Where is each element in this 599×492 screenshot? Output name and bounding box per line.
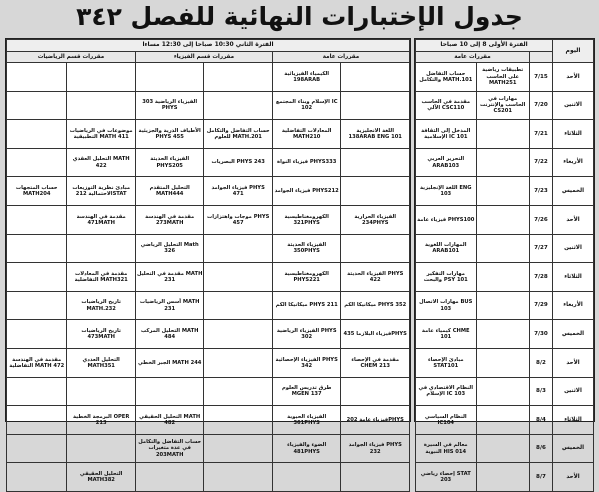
course-cell (204, 348, 273, 377)
schedule-row (7, 263, 410, 292)
day-cell (553, 434, 594, 463)
first-period-table (415, 39, 594, 492)
course-cell (341, 205, 410, 234)
course-text: مقدمة في التحليل MATH 231 (136, 270, 203, 283)
date-cell (529, 263, 552, 292)
course-cell (416, 377, 477, 406)
exam-date: 7/28 (534, 273, 548, 280)
schedule-row (7, 406, 410, 435)
course-text: فيزياء عامة 202PHYS (346, 416, 404, 423)
day-cell (553, 63, 594, 92)
course-text: فيزياء الجوامد PHYS 471 (211, 184, 265, 198)
course-text: إحصاء رياضي STAT 203 (420, 470, 471, 484)
course-cell (476, 263, 529, 292)
date-cell (529, 291, 552, 320)
course-text: فيزياء الجوامد PHYS212 (274, 188, 339, 195)
schedule-row (7, 291, 410, 320)
course-text: اللغة الإنجليزية ENG 103 (419, 184, 472, 198)
course-text: اللغة الانجليزية 138ARAB ENG 101 (348, 127, 402, 140)
course-cell (135, 234, 204, 263)
schedule-row (7, 320, 410, 349)
date-cell (529, 320, 552, 349)
course-cell (7, 377, 67, 406)
course-text: ميكانيكا الكم PHYS 211 (275, 302, 338, 309)
course-text: البرمجة الخطية OPER 213 (73, 413, 130, 426)
course-text: المدخل إلى الثقافة الإسلامية IC 101 (421, 127, 471, 140)
course-text: مهارات الاتصال BUS 103 (419, 299, 473, 312)
course-text: الإسلام وبناء المجتمع IC 102 (275, 99, 338, 112)
course-cell (476, 406, 529, 435)
course-text: النظام السياسي IC104 (424, 413, 467, 426)
date-cell (529, 234, 552, 263)
course-text: المعادلات التفاضلية MATH210 (281, 127, 332, 140)
course-cell (416, 463, 477, 492)
course-cell (135, 63, 204, 92)
day-cell (553, 348, 594, 377)
exam-date: 8/4 (536, 416, 546, 423)
schedule-row (7, 348, 410, 377)
course-cell (7, 320, 67, 349)
day-cell (553, 234, 594, 263)
schedule-row (416, 177, 594, 206)
course-cell (272, 120, 341, 149)
exam-day: الأحد (566, 73, 580, 80)
course-text: مقدمة في الإحصاء CHEM 213 (351, 356, 400, 369)
schedule-row (7, 434, 410, 463)
course-cell (67, 463, 136, 492)
date-cell (529, 63, 552, 92)
course-cell (341, 377, 410, 406)
course-cell (341, 63, 410, 92)
course-text: فيزياء الجوامد PHYS 232 (348, 442, 402, 455)
course-cell (67, 291, 136, 320)
course-cell (416, 205, 477, 234)
schedule-row (7, 91, 410, 120)
course-cell (416, 434, 477, 463)
exam-day: الثلاثاء (564, 416, 582, 423)
exam-date: 7/15 (534, 73, 548, 80)
course-text: الفيزياء الحديثة PHYS205 (150, 156, 190, 169)
exam-day: الخميس (562, 331, 585, 338)
course-text: البصريات PHYS 243 (211, 159, 265, 166)
course-text: الأطياف الذرية والجزيئية PHYS 455 (138, 127, 201, 140)
course-cell (272, 205, 341, 234)
course-text: الفيزياء الإحصائية PHYS 342 (275, 356, 338, 369)
course-cell (341, 434, 410, 463)
course-cell (135, 205, 204, 234)
schedule-row (416, 205, 594, 234)
course-text: الفيزياء الحديثة PHYS 422 (347, 270, 404, 283)
course-text: موجات واهتزازات PHYS 457 (207, 213, 270, 226)
course-cell (272, 463, 341, 492)
course-cell (7, 63, 67, 92)
course-cell (7, 291, 67, 320)
course-cell (7, 120, 67, 149)
course-text: الفيزياء الحيوية 361PHYS (287, 413, 327, 426)
course-cell (204, 263, 273, 292)
schedule-row (416, 463, 594, 492)
course-text: فيزياء النواة PHYS333 (277, 159, 337, 166)
schedule-row (416, 434, 594, 463)
course-cell (416, 148, 477, 177)
exam-date: 8/6 (536, 445, 546, 452)
physics-dept-header: مقررات قسم الفيزياء (135, 52, 272, 63)
schedule-row (7, 377, 410, 406)
course-cell (135, 177, 204, 206)
course-cell (135, 377, 204, 406)
exam-day: الأربعاء (563, 159, 583, 166)
course-cell (272, 320, 341, 349)
course-text: حساب المتجهات MATH204 (15, 184, 58, 198)
course-cell (341, 177, 410, 206)
exam-date: 7/30 (534, 331, 548, 338)
course-cell (476, 463, 529, 492)
exam-date: 7/21 (534, 130, 548, 137)
second-period-panel (5, 38, 411, 484)
course-text: الكهرومغناطيسية PHYS221 (284, 270, 329, 283)
schedule-row (7, 234, 410, 263)
course-text: حساب التفاضل والتكامل MATH.101 (419, 70, 473, 83)
course-cell (67, 263, 136, 292)
exam-date: 7/26 (534, 216, 548, 223)
course-cell (204, 63, 273, 92)
schedule-row (416, 148, 594, 177)
course-cell (272, 63, 341, 92)
course-cell (67, 377, 136, 406)
second-period-header: الفترة الثاني 10:30 صباحا إلى 12:30 مساءا (7, 40, 410, 52)
day-cell (553, 377, 594, 406)
course-cell (416, 348, 477, 377)
course-text: مقدمة في الحاسب الآلي CSC110 (421, 99, 471, 112)
exam-date: 8/7 (536, 474, 546, 480)
schedule-row (416, 320, 594, 349)
course-text: المهارات اللغوية ARAB101 (425, 242, 467, 255)
course-cell (476, 177, 529, 206)
course-cell (135, 406, 204, 435)
date-cell (529, 205, 552, 234)
course-cell (7, 177, 67, 206)
course-text: الكهرومغناطيسية 321PHYS (284, 213, 329, 226)
schedule-row (416, 406, 594, 435)
course-text: الضوء والفيزياء 481PHYS (287, 442, 327, 455)
course-cell (341, 291, 410, 320)
date-cell (529, 177, 552, 206)
course-cell (272, 177, 341, 206)
course-cell (204, 377, 273, 406)
schedule-row (7, 120, 410, 149)
course-cell (7, 406, 67, 435)
course-cell (135, 320, 204, 349)
course-text: مهارات التفكير والبحث PSY 101 (423, 270, 468, 283)
course-cell (7, 463, 67, 492)
course-cell (341, 463, 410, 492)
course-cell (272, 434, 341, 463)
course-cell (67, 348, 136, 377)
course-cell (476, 148, 529, 177)
course-text: التحليل العقدي MATH 422 (72, 156, 130, 169)
course-text: النظام الاقتصادي في الإسلام IC 103 (418, 385, 474, 398)
course-cell (67, 120, 136, 149)
exam-date: 7/23 (534, 188, 548, 195)
course-cell (204, 234, 273, 263)
schedule-row (416, 63, 594, 92)
course-text: مقدمة في الهندسة التفاضلية MATH 472 (9, 356, 65, 369)
day-cell (553, 463, 594, 492)
course-cell (476, 91, 529, 120)
schedule-row (7, 463, 410, 492)
general-courses-header: مقررات عامة (272, 52, 409, 63)
exam-date: 8/2 (536, 359, 546, 366)
course-text: فيزياء البلازما 435PHYS (343, 331, 407, 338)
course-cell (416, 234, 477, 263)
course-cell (476, 348, 529, 377)
first-period-body (416, 63, 594, 492)
course-text: حساب التفاضل والتكامل في عدة متغيرات 203MATH (138, 439, 202, 458)
course-text: الجبر الخطي MATH 244 (137, 359, 202, 366)
course-cell (135, 91, 204, 120)
course-cell (7, 91, 67, 120)
course-text: التحرير العربي ARAB103 (427, 156, 465, 169)
course-text: كيمياء عامة CHME 101 (421, 327, 470, 341)
exam-date: 7/20 (534, 102, 548, 109)
course-cell (204, 120, 273, 149)
schedule-row (416, 377, 594, 406)
exam-day: الأحد (566, 474, 580, 480)
page-title: جدول الإختبارات النهائية للفصل ٣٤٢ (76, 2, 523, 31)
course-cell (341, 148, 410, 177)
course-cell (341, 234, 410, 263)
day-cell (553, 263, 594, 292)
exam-day: الخميس (562, 188, 585, 195)
course-cell (67, 320, 136, 349)
date-header (529, 52, 552, 63)
course-text: موضوعات في الرياضيات التطبيقية MATH 411 (69, 127, 133, 140)
day-cell (553, 406, 594, 435)
exam-day: الاثنين (564, 388, 582, 395)
first-period-header: الفترة الأولى 8 إلى 10 صباحا (416, 40, 553, 52)
date-cell (529, 434, 552, 463)
course-cell (135, 348, 204, 377)
course-cell (7, 148, 67, 177)
course-cell (204, 463, 273, 492)
exam-day: الاثنين (564, 102, 582, 109)
schedule-row (416, 91, 594, 120)
course-cell (341, 120, 410, 149)
schedule-row (7, 177, 410, 206)
course-cell (272, 406, 341, 435)
course-cell (416, 177, 477, 206)
course-cell (476, 320, 529, 349)
exam-date: 7/29 (534, 302, 548, 309)
course-text: مبادئ الإحصاء STAT101 (427, 356, 464, 369)
schedule-row (7, 148, 410, 177)
course-text: الفيزياء الرياضية 303 PHYS (142, 99, 198, 112)
course-cell (67, 234, 136, 263)
course-cell (135, 263, 204, 292)
course-text: مقدمة في الهندسة 471MATH (76, 213, 126, 226)
date-cell (529, 463, 552, 492)
course-cell (67, 177, 136, 206)
date-cell (529, 148, 552, 177)
course-cell (416, 91, 477, 120)
course-cell (416, 320, 477, 349)
course-text: التحليل المركب MATH 484 (140, 327, 199, 341)
date-cell (529, 91, 552, 120)
day-cell (553, 120, 594, 149)
course-text: التحليل الحقيقي MATH 482 (139, 413, 201, 426)
course-cell (67, 63, 136, 92)
course-cell (135, 120, 204, 149)
course-cell (416, 291, 477, 320)
course-cell (204, 148, 273, 177)
course-cell (204, 205, 273, 234)
course-cell (7, 205, 67, 234)
course-cell (7, 263, 67, 292)
course-cell (204, 434, 273, 463)
exam-day: الاثنين (564, 245, 582, 252)
course-text: تاريخ الرياضيات 473MATH (81, 327, 121, 341)
course-cell (341, 348, 410, 377)
course-cell (135, 434, 204, 463)
course-cell (341, 263, 410, 292)
course-cell (476, 377, 529, 406)
course-cell (67, 91, 136, 120)
day-cell (553, 291, 594, 320)
course-text: فيزياء عامة PHYS100 (417, 216, 475, 223)
course-text: الفيزياء الحديثة 350PHYS (287, 242, 327, 255)
schedule-row (7, 205, 410, 234)
course-cell (67, 205, 136, 234)
course-cell (204, 177, 273, 206)
course-cell (204, 291, 273, 320)
exam-date: 7/27 (534, 245, 548, 252)
course-cell (272, 91, 341, 120)
general-courses-header-right: مقررات عامة (416, 52, 530, 63)
course-cell (341, 91, 410, 120)
exam-day: الخميس (562, 445, 585, 452)
course-text: تطبيقات رياضية على الحاسب MATH251 (482, 67, 524, 86)
course-text: التحليل الرياضي Math 326 (140, 242, 199, 255)
course-cell (204, 320, 273, 349)
course-cell (272, 348, 341, 377)
day-cell (553, 205, 594, 234)
course-text: طرق تدريس العلوم MGEN 137 (281, 385, 332, 398)
course-cell (416, 120, 477, 149)
exam-day: الثلاثاء (564, 273, 582, 280)
schedule-row (7, 63, 410, 92)
course-text: الفيزياء الرياضية PHYS 302 (276, 327, 337, 341)
course-cell (476, 434, 529, 463)
course-text: الكيمياء الفيزيائية 198ARAB (284, 70, 330, 83)
exam-day: الأربعاء (563, 302, 583, 309)
course-cell (272, 377, 341, 406)
course-cell (204, 91, 273, 120)
course-text: حساب التفاضل والتكامل للعلوم MATH.201 (206, 127, 270, 140)
course-text: أسس الرياضيات MATH 231 (139, 299, 200, 312)
course-cell (135, 291, 204, 320)
schedule-row (416, 120, 594, 149)
course-cell (416, 263, 477, 292)
exam-day: الثلاثاء (564, 130, 582, 137)
schedule-row (416, 291, 594, 320)
first-period-panel (414, 38, 595, 484)
course-cell (67, 148, 136, 177)
course-cell (476, 63, 529, 92)
schedule-row (416, 348, 594, 377)
course-cell (476, 234, 529, 263)
course-text: التحليل العددي MATH351 (82, 356, 120, 369)
course-text: التحليل الحقيقي MATH382 (79, 470, 123, 484)
course-cell (135, 463, 204, 492)
course-text: معالم في السيرة النبوية HIS 014 (423, 442, 468, 455)
course-cell (67, 406, 136, 435)
date-cell (529, 377, 552, 406)
course-text: مبادئ نظرية التوزيعات الاحتمالية 212STAT (72, 184, 131, 198)
course-cell (7, 348, 67, 377)
schedule-row (416, 234, 594, 263)
second-period-body (7, 63, 410, 492)
course-cell (272, 148, 341, 177)
math-dept-header: مقررات قسم الرياضيات (7, 52, 136, 63)
exam-day: الأحد (566, 216, 580, 223)
day-cell (553, 320, 594, 349)
date-cell (529, 406, 552, 435)
course-cell (272, 291, 341, 320)
date-cell (529, 120, 552, 149)
exam-date: 7/22 (534, 159, 548, 166)
course-text: الفيزياء الحرارية 234PHYS (354, 213, 397, 226)
day-cell (553, 148, 594, 177)
course-text: ميكانيكا الكم PHYS 352 (344, 302, 407, 309)
course-cell (7, 434, 67, 463)
course-cell (204, 406, 273, 435)
day-cell (553, 91, 594, 120)
second-period-table (6, 39, 410, 492)
course-cell (67, 434, 136, 463)
course-cell (416, 63, 477, 92)
course-cell (476, 291, 529, 320)
course-cell (272, 263, 341, 292)
day-cell (553, 177, 594, 206)
course-text: مهارات في الحاسب والإنترنت CS201 (480, 96, 526, 115)
course-cell (476, 120, 529, 149)
schedule-row (416, 263, 594, 292)
course-cell (272, 234, 341, 263)
course-text: مقدمة في المعادلات التفاضلية MATH321 (74, 270, 128, 283)
course-text: مقدمة في الهندسة 273MATH (145, 213, 195, 226)
course-cell (341, 406, 410, 435)
day-header: اليوم (553, 40, 594, 63)
course-cell (416, 406, 477, 435)
course-cell (135, 148, 204, 177)
course-cell (476, 205, 529, 234)
date-cell (529, 348, 552, 377)
exam-date: 8/3 (536, 388, 546, 395)
course-cell (341, 320, 410, 349)
course-text: التحليل المتقدم MATH444 (149, 184, 190, 198)
exam-day: الأحد (566, 359, 580, 366)
course-text: تاريخ الرياضيات MATH.232 (81, 299, 121, 312)
course-cell (7, 234, 67, 263)
